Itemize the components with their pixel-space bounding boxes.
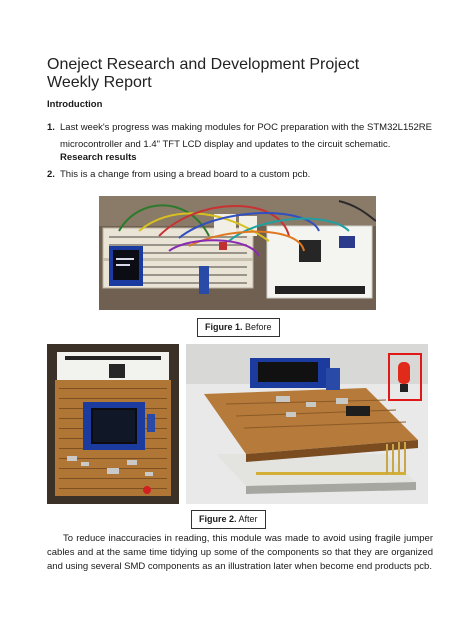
title-line-2: Weekly Report [47, 74, 152, 91]
report-title [47, 56, 359, 92]
list-item-1 [47, 119, 432, 153]
figure-1-caption-text: Before [242, 322, 272, 332]
figure-1-photo [99, 196, 376, 310]
list-text-2: This is a change from using a bread board to a custom pcb. [60, 169, 311, 180]
figure-1-caption [197, 318, 280, 337]
figure-2-caption [191, 510, 266, 529]
introduction-heading: Introduction [47, 99, 103, 110]
list-text-1: Last week's progress was making modules for POC preparation with the STM32L152RE microcontroller and 1.4" TFT LCD display and updates to the circuit schematic. [60, 122, 432, 150]
figure-2-caption-text: After [236, 514, 258, 524]
list-number-2: 2. [47, 169, 55, 180]
figure-2-photo-left [47, 344, 179, 504]
figure-1-label: Figure 1. [205, 322, 243, 332]
list-item-2 [47, 166, 432, 183]
figure-2-label: Figure 2. [199, 514, 237, 524]
title-line-1: Oneject Research and Development Project [47, 56, 360, 73]
figure-2-photo-right [186, 344, 428, 504]
list-number-1: 1. [47, 122, 55, 133]
research-results-heading: Research results [60, 152, 137, 163]
body-paragraph: To reduce inaccuracies in reading, this module was made to avoid using fragile jumper cables and at the same time tidying up some of the components so that they are organized and using several SMD components as an illustration later when become end products pcb. [47, 533, 433, 572]
